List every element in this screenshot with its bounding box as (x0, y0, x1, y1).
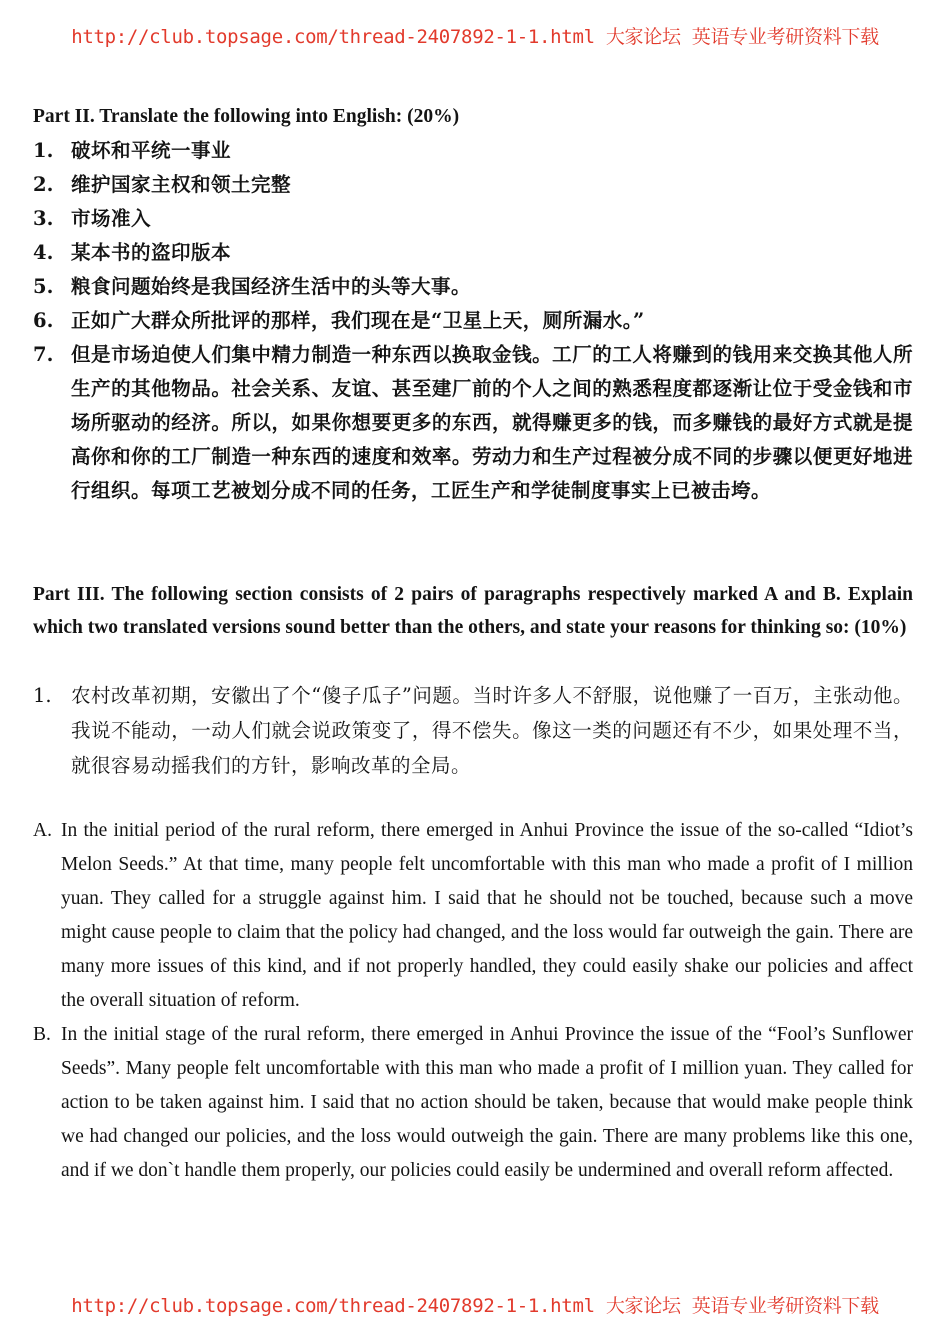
part2-question-list (33, 134, 913, 508)
version-a (33, 814, 913, 1018)
item-text: 某本书的盗印版本 (71, 241, 232, 264)
item-number: 2. (33, 173, 54, 196)
item-number: 7. (33, 343, 54, 366)
version-text: In the initial period of the rural reform, there emerged in Anhui Province the issue of the so-called “Idiot’s Melon Seeds.” At that time, many people felt uncomfortable with this man who made a profit of I million yuan. They called for a struggle against him. I said that he should not be touched, because such a move might cause people to claim that the policy had changed, and the loss would far outweigh the gain. There are many more issues of this kind, and if not properly handled, they could easily shake our policies and affect the overall situation of reform. (61, 820, 913, 1011)
part3-source-list (33, 678, 913, 783)
list-item (33, 168, 913, 202)
item-number: 1. (33, 684, 52, 707)
version-letter: B. (33, 1024, 51, 1045)
item-number: 5. (33, 275, 54, 298)
version-b (33, 1018, 913, 1188)
item-text: 农村改革初期，安徽出了个“傻子瓜子”问题。当时许多人不舒服，说他赚了一百万，主张动他。我说不能动，一动人们就会说政策变了，得不偿失。像这一类的问题还有不少，如果处理不当，就很容易动摇我们的方针，影响改革的全局。 (71, 684, 913, 777)
item-number: 4. (33, 241, 54, 264)
item-number: 3. (33, 207, 54, 230)
item-text: 但是市场迫使人们集中精力制造一种东西以换取金钱。工厂的工人将赚到的钱用来交换其他人所生产的其他物品。社会关系、友谊、甚至建厂前的个人之间的熟悉程度都逐渐让位于受金钱和市场所驱动的经济。所以，如果你想要更多的东西，就得赚更多的钱，而多赚钱的最好方式就是提高你和你的工厂制造一种东西的速度和效率。劳动力和生产过程被分成不同的步骤以便更好地进行组织。每项工艺被划分成不同的任务，工匠生产和学徒制度事实上已被击垮。 (71, 343, 913, 502)
version-letter: A. (33, 820, 52, 841)
list-item (33, 678, 913, 783)
item-text: 粮食问题始终是我国经济生活中的头等大事。 (71, 275, 472, 298)
list-item (33, 236, 913, 270)
list-item (33, 270, 913, 304)
item-number: 1. (33, 139, 54, 162)
item-text: 市场准入 (71, 207, 152, 230)
translation-versions (33, 814, 913, 1188)
list-item (33, 202, 913, 236)
part2-title: Part II. Translate the following into English: (20%) (33, 106, 460, 127)
footer-source-link[interactable]: http://club.topsage.com/thread-2407892-1-1.html 大家论坛 英语专业考研资料下载 (71, 1295, 879, 1317)
item-number: 6. (33, 309, 54, 332)
version-text: In the initial stage of the rural reform, there emerged in Anhui Province the issue of the “Fool’s Sunflower Seeds”. Many people felt uncomfortable with this man who made a profit of I million yuan. They called for action to be taken against him. I said that no action should be taken, because that would make people think we had changed our policies, and the loss would outweigh the gain. There are many problems like this one, and if we don`t handle them properly, our policies could easily be undermined and overall reform affected. (61, 1024, 913, 1181)
list-item (33, 338, 913, 508)
header-source-link[interactable]: http://club.topsage.com/thread-2407892-1-1.html 大家论坛 英语专业考研资料下载 (71, 26, 879, 48)
list-item (33, 304, 913, 338)
item-text: 破坏和平统一事业 (71, 139, 232, 162)
list-item (33, 134, 913, 168)
part3-title: Part III. The following section consists of 2 pairs of paragraphs respectively marked A and B. Explain which two translated versions sound better than the others, and state your reasons for thinking so: (10%) (33, 584, 913, 638)
item-text: 维护国家主权和领土完整 (71, 173, 292, 196)
item-text: 正如广大群众所批评的那样，我们现在是“卫星上天，厕所漏水。” (71, 309, 645, 332)
